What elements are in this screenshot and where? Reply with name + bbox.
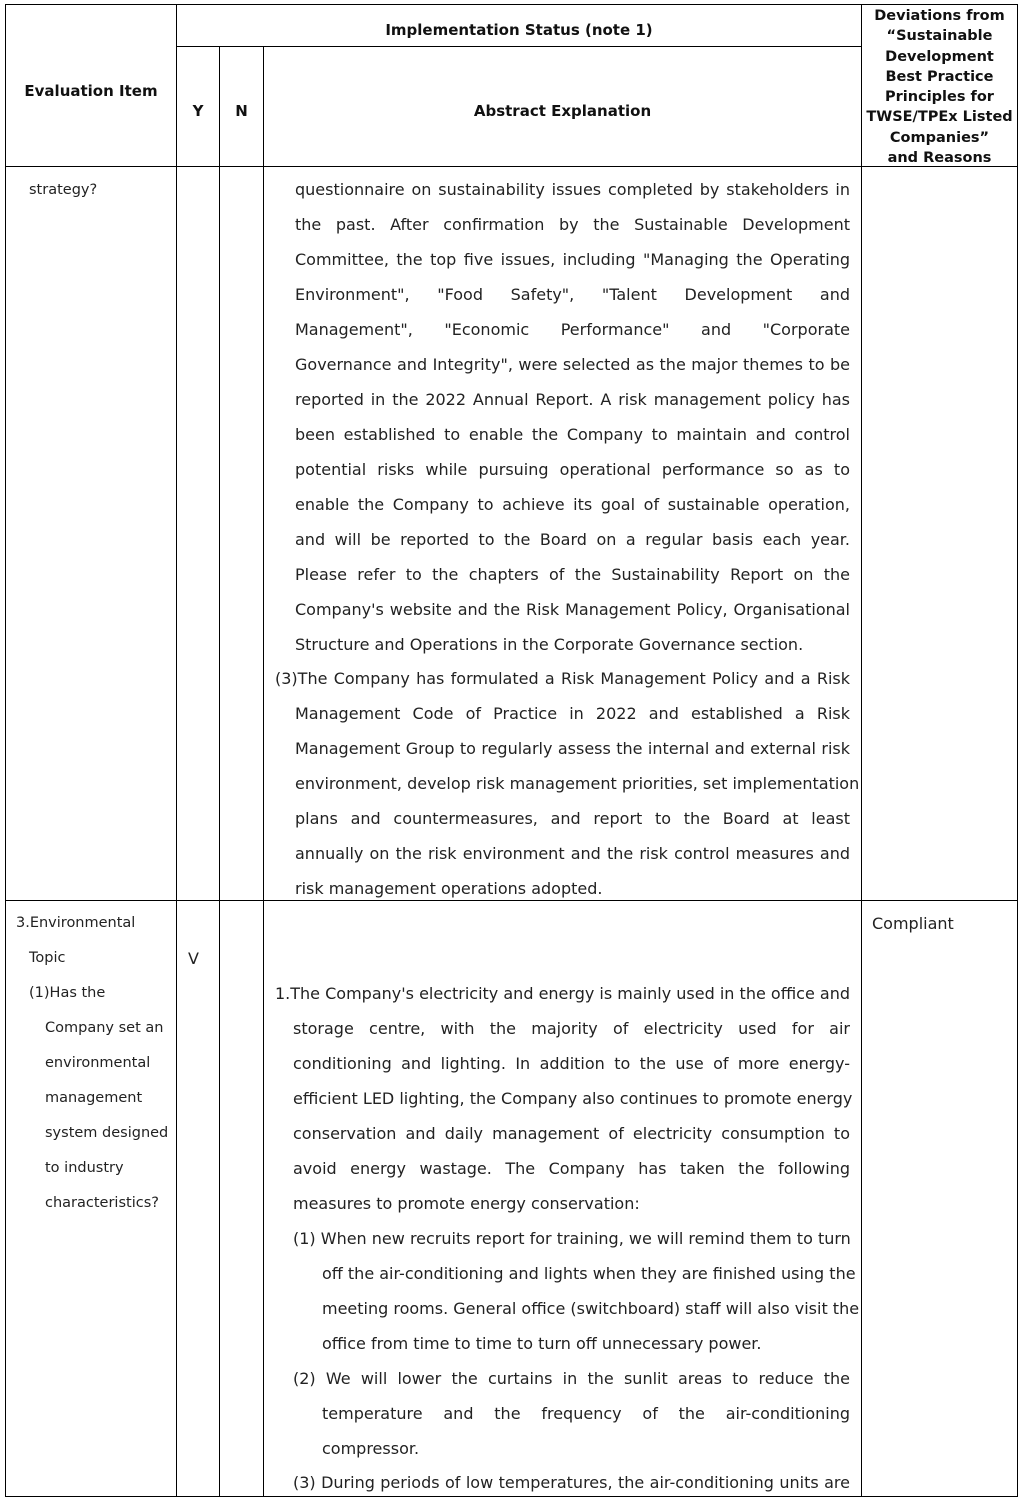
status-subheader-border <box>176 46 861 47</box>
item-line: system designed <box>45 1125 169 1141</box>
explanation-line: and will be reported to the Board on a regular basis each year. <box>295 530 850 549</box>
header-abstract-explanation: Abstract Explanation <box>473 102 652 120</box>
explanation-line: Company's website and the Risk Management Policy, Organisational <box>295 600 850 619</box>
row2-evaluation-item <box>16 906 174 1221</box>
item-line: (1)Has the <box>29 985 106 1001</box>
row1-point3-first-line: (3)The Company has formulated a Risk Management Policy and a Risk <box>275 669 850 688</box>
explanation-line: storage centre, with the majority of electricity used for air <box>293 1019 850 1038</box>
header-implementation-status: Implementation Status (note 1) <box>385 21 653 39</box>
row2-sub1-continuation <box>322 1256 860 1361</box>
table-top-border <box>5 4 1018 5</box>
header-deviations-line: Principles for <box>885 89 994 106</box>
explanation-line: Please refer to the chapters of the Sustainability Report on the <box>295 565 850 584</box>
explanation-line: plans and countermeasures, and report to the Board at least <box>295 809 850 828</box>
explanation-line: avoid energy wastage. The Company has taken the following <box>293 1159 850 1178</box>
col-divider-item <box>176 4 177 1497</box>
table-right-border <box>1017 4 1018 1497</box>
header-deviations <box>862 6 1017 168</box>
explanation-line: conditioning and lighting. In addition to the use of more energy- <box>293 1054 850 1073</box>
row2-sub1-first-line: (1) When new recruits report for training, we will remind them to turn <box>293 1229 851 1248</box>
explanation-line: Management Code of Practice in 2022 and established a Risk <box>295 704 850 723</box>
explanation-line: meeting rooms. General office (switchboard) staff will also visit the <box>322 1299 860 1318</box>
explanation-line: annually on the risk environment and the risk control measures and <box>295 844 850 863</box>
explanation-line: Governance and Integrity", were selected as the major themes to be <box>295 355 850 374</box>
explanation-line: efficient LED lighting, the Company also continues to promote energy <box>293 1089 853 1108</box>
header-deviations-line: Deviations from <box>874 8 1005 24</box>
row2-sub3-first-line: (3) During periods of low temperatures, the air-conditioning units are <box>293 1473 850 1492</box>
item-line: management <box>45 1090 143 1106</box>
col-divider-explanation <box>861 4 862 1497</box>
explanation-line: Management Group to regularly assess the internal and external risk <box>295 739 850 758</box>
explanation-line: Committee, the top five issues, including "Managing the Operating <box>295 250 850 269</box>
explanation-line: Structure and Operations in the Corporate Governance section. <box>295 635 804 654</box>
explanation-line: risk management operations adopted. <box>295 879 603 898</box>
col-divider-n <box>263 46 264 1497</box>
header-deviations-line: TWSE/TPEx Listed <box>866 109 1013 126</box>
explanation-line: the past. After confirmation by the Sustainable Development <box>295 215 850 234</box>
table-left-border <box>5 4 6 1497</box>
header-deviations-line: Best Practice <box>885 68 994 85</box>
item-line: 3.Environmental <box>16 915 136 931</box>
explanation-line: been established to enable the Company to maintain and control <box>295 425 850 444</box>
explanation-line: Management", "Economic Performance" and "Corporate <box>295 320 850 339</box>
explanation-line: reported in the 2022 Annual Report. A risk management policy has <box>295 390 850 409</box>
header-col-y: Y <box>192 102 204 120</box>
header-evaluation-item: Evaluation Item <box>24 82 158 100</box>
row1-evaluation-item: strategy? <box>29 182 98 198</box>
row2-deviation-status: Compliant <box>872 914 954 933</box>
item-line: environmental <box>45 1055 151 1071</box>
explanation-line: questionnaire on sustainability issues completed by stakeholders in <box>295 180 850 199</box>
item-line: Topic <box>29 950 66 966</box>
explanation-line: enable the Company to achieve its goal of sustainable operation, <box>295 495 850 514</box>
explanation-line: compressor. <box>322 1439 420 1458</box>
item-line: characteristics? <box>45 1195 159 1211</box>
row2-sub2-first-line: (2) We will lower the curtains in the sunlit areas to reduce the <box>293 1369 850 1388</box>
header-deviations-line: and Reasons <box>887 150 992 167</box>
explanation-line: conservation and daily management of electricity consumption to <box>293 1124 850 1143</box>
explanation-line: measures to promote energy conservation: <box>293 1194 640 1213</box>
row2-y-mark: V <box>188 949 199 968</box>
row2-point1-continuation <box>293 1011 853 1221</box>
col-divider-y <box>219 46 220 1497</box>
explanation-line: off the air-conditioning and lights when they are finished using the <box>322 1264 856 1283</box>
header-deviations-line: “Sustainable <box>886 28 993 45</box>
header-deviations-line: Companies” <box>889 129 990 146</box>
explanation-line: temperature and the frequency of the air-conditioning <box>322 1404 850 1423</box>
explanation-line: environment, develop risk management priorities, set implementation <box>295 774 860 793</box>
explanation-line: Environment", "Food Safety", "Talent Development and <box>295 285 850 304</box>
row1-explanation <box>295 172 850 662</box>
explanation-line: office from time to time to turn off unnecessary power. <box>322 1334 762 1353</box>
header-col-n: N <box>235 102 248 120</box>
header-deviations-line: Development <box>885 48 994 65</box>
row2-sub2-continuation <box>322 1396 850 1466</box>
row2-point1-first-line: 1.The Company's electricity and energy is mainly used in the office and <box>275 984 850 1003</box>
explanation-line: potential risks while pursuing operational performance so as to <box>295 460 850 479</box>
item-line: to industry <box>45 1160 124 1176</box>
item-line: Company set an <box>45 1020 164 1036</box>
row1-point3-continuation <box>295 696 860 906</box>
